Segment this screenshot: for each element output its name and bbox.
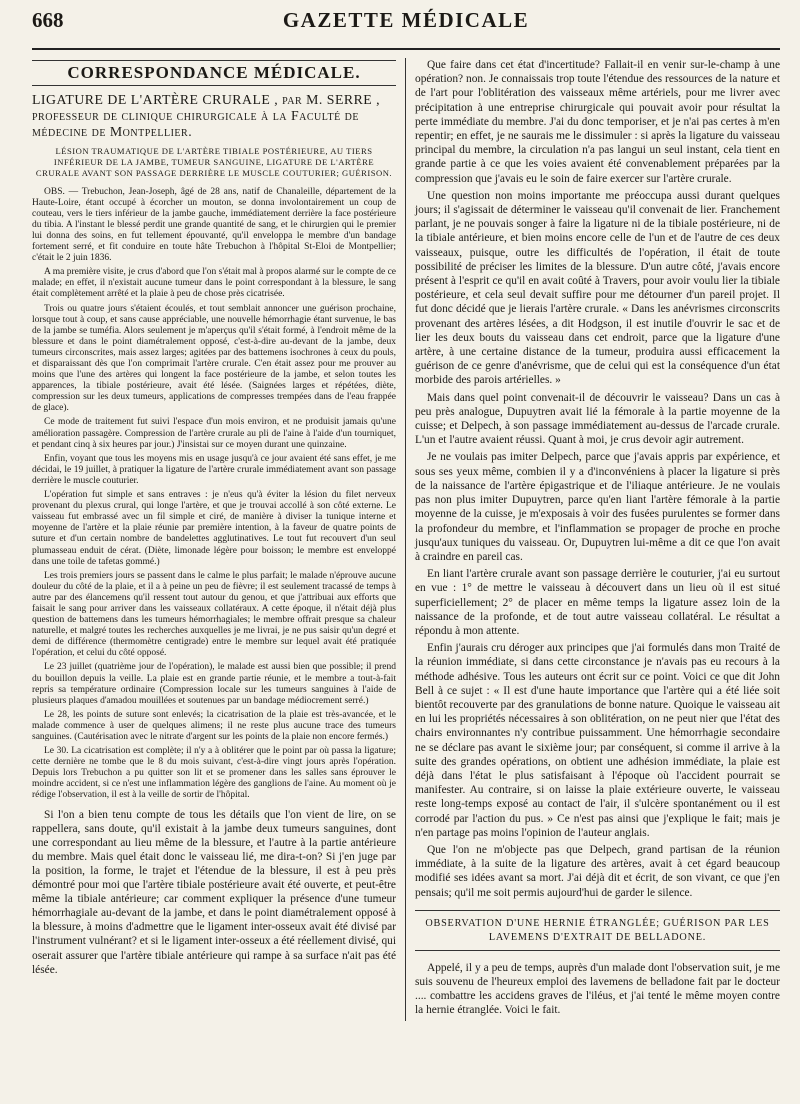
page-number: 668 — [32, 8, 64, 32]
section-title: CORRESPONDANCE MÉDICALE. — [32, 60, 396, 86]
paragraph: OBS. — Trebuchon, Jean-Joseph, âgé de 28 ans, natif de Chanaleille, département de la Haute-Loire, étant occupé à écorcher un mouton, se donna involontairement un coup de couteau, vers le tiers inférieur de la jambe gauche, immédiatement derrière la face postérieure du tibia. A l'instant le blessé perdit une grande quantité de sang, et le chirurgien qui le premier lui donna des soins, en fut tellement épouvanté, qu'il enveloppa le membre d'un bandage fortement serré, et fit conduire en toute hâte Trebuchon à l'hôpital St-Eloi de Montpellier; c'était le 2 juin 1836. — [32, 186, 396, 264]
article-title: LIGATURE DE L'ARTÈRE CRURALE , par M. SERRE , professeur de clinique chirurgicale à la Faculté de médecine de Montpellier. — [32, 91, 381, 139]
columns — [32, 58, 780, 1021]
paragraph: Si l'on a bien tenu compte de tous les détails que l'on vient de lire, on se rappellera, sans doute, qu'il existait à la jambe deux tumeurs sanguines, dont une correspondant au lieu même de la blessure, et l'autre à la partie antérieure du membre. Mais quel était donc le vaisseau lié, me dira-t-on? Si j'en juge par la position, la forme, le trajet et l'étendue de la blessure, il est à peu près démontré pour moi que l'artère tibiale postérieure avait été ouverte, et peut-être même la tibiale antérieure; car comment expliquer la présence d'une tumeur hémorrhagiale au-devant de la jambe, et dans le point diamétralement opposé à la blessure, à moins d'admettre que le ligament inter-osseux avait été divisé par l'instrument vulnérant? et si le ligament inter-osseux a été réellement divisé, qui oserait assurer que l'artère tibiale antérieure qui rampe à sa surface n'ait pas été lésée. — [32, 808, 396, 976]
paragraph: Enfin j'aurais cru déroger aux principes que j'ai formulés dans mon Traité de la réunion immédiate, si dans cette circonstance je n'avais pas eu recours à la méthode adhésive. Tous les auteurs ont écrit sur ce point. Voici ce que dit John Bell à ce sujet : « Il est d'une haute importance que l'artère qui a été liée soit bientôt recouverte par des granulations de bonne nature. Quoique le vaisseau ait en lui les propriétés nécessaires à son oblitération, on ne peut nier que l'état des chairs environnantes n'y contribue puissamment. Une hémorrhagie secondaire ne se déclare pas avant le sixième jour; par conséquent, si comme il arrive à la suite des grandes opérations, on obtient une adhésion immédiate, la plaie est déjà dans l'état le plus satisfaisant à l'époque où l'accident pourrait se manifester. Au contraire, si on laisse la plaie extérieure ouverte, le vaisseau reste long-temps exposé au contact de l'air, il s'ulcère spontanément ou il est corrodé par l'action du pus. » Ce n'est pas ainsi que j'explique le fait; mais je n'en partage pas moins l'opinion de l'auteur anglais. — [415, 642, 780, 839]
paragraph: Une question non moins importante me préoccupa aussi durant quelques jours; il s'agissait de déterminer le vaisseau qu'il convenait de lier. Franchement parlant, je ne pouvais songer à faire la ligature ni de la tibiale postérieure, ni de la tibiale antérieure, et bien moins encore celle de l'un et de l'autre de ces deux vaisseaux, puisque, outre les difficultés de l'opération, il était de toute possibilité de préciser les limites de la blessure. D'un autre côté, j'avais encore présent à l'esprit ce qu'il en avait coûté à Travers, pour avoir voulu lier la tibiale postérieure, et cela seul devait suffire pour me détourner d'un pareil projet. Il fut donc décidé que je lierais l'artère crurale. « Dans les anévrismes circonscrits provenant des artères lésées, a dit Hodgson, il est inutile d'ouvrir le sac et de lier les deux bouts du vaisseau dans cet endroit, parce que la ligature d'une artère, à une certaine distance de la tumeur, produira aussi efficacement la guérison de ce genre d'anévrisme, que de celui qui est la conséquence d'un état morbide des parois artérielles. » — [415, 189, 780, 387]
observation-title: OBSERVATION D'UNE HERNIE ÉTRANGLÉE; GUÉRISON PAR LES LAVEMENS D'EXTRAIT DE BELLADONE. — [415, 910, 780, 951]
article-subhead: LÉSION TRAUMATIQUE DE L'ARTÈRE TIBIALE POSTÉRIEURE, AU TIERS INFÉRIEUR DE LA JAMBE, TUMEUR SANGUINE, LIGATURE DE L'ARTÈRE CRURALE AVANT SON PASSAGE DERRIÈRE LE MUSCLE COUTURIER; GUÉRISON. — [35, 145, 393, 178]
paragraph: A ma première visite, je crus d'abord que l'on s'était mal à propos alarmé sur le compte de ce malade; en effet, il n'existait aucune tumeur dans le point correspondant à la blessure, le sang était complètement arrêté et la plaie à peu de chose près cicatrisée. — [32, 267, 396, 300]
paragraph: Que faire dans cet état d'incertitude? Fallait-il en venir sur-le-champ à une opération? non. Je connaissais trop toute l'étendue des ressources de la nature et de l'art pour l'oblitération des vaisseaux même artériels, pour me livrer avec précipitation à une entreprise chirurgicale qui pouvait avoir pour résultat la perte immédiate du membre. J'ai du donc temporiser, et je n'ai pas certes à m'en repentir; en effet, je ne saurais me le dissimuler : si après la ligature du vaisseau principal du membre, la circulation n'a pas langui un seul instant, cela tient en grande partie à ce que les voies avaient été convenablement préparées par la compression que j'avais eu le soin de faire exercer sur l'artère crurale. — [415, 59, 780, 185]
left-column — [32, 58, 406, 1021]
paragraph: Ce mode de traitement fut suivi l'espace d'un mois environ, et ne produisit jamais qu'une amélioration passagère. Compression de l'artère crurale au pli de l'aine à l'aide d'un tourniquet, et pendant cinq à six heures par jour.) J'insistai sur ce moyen durant une quinzaine. — [32, 417, 396, 450]
paragraph: Que l'on ne m'objecte pas que Delpech, grand partisan de la réunion immédiate, à la suite de la ligature des artères, avait à cet égard beaucoup modifié ses idées avant sa mort. J'ai déjà dit et écrit, de son vivant, ce que j'en pensais; qu'il me soit permis aujourd'hui de garder le silence. — [415, 843, 780, 899]
paragraph: En liant l'artère crurale avant son passage derrière le couturier, j'ai eu surtout en vue : 1° de mettre le vaisseau à découvert dans un lieu où il est situé superficiellement; 2° de placer en même temps la ligature assez loin de la naissance de la profonde, et de tout autre vaisseau collatéral. Le résultat a répondu à mon attente. — [415, 568, 780, 637]
paragraph: L'opération fut simple et sans entraves : je n'eus qu'à éviter la lésion du filet nerveux provenant du plexus crural, qui longe l'artère, et que je trouvai accollé à son côté externe. Le vaisseau fut embrassé avec un fil simple et ciré, de manière à diviser la tunique interne et moyenne de l'artère et la plaie réunie par première intention, à la faveur de quatre points de suture et d'un certain nombre de bandelettes agglutinatives. Le tout fut recouvert d'un seul plumasseau enduit de cérat. (Diète, limonade légère pour boisson; le membre est enveloppé dans une toile de tafetas gommé.) — [32, 490, 396, 567]
paragraph: Le 28, les points de suture sont enlevés; la cicatrisation de la plaie est très-avancée, et le malade commence à user de quelques alimens; il ne reste plus aucune trace des tumeurs sanguines. (Cautérisation avec le nitrate d'argent sur les points de la plaie non encore fermés.) — [32, 709, 396, 742]
paragraph: Je ne voulais pas imiter Delpech, parce que j'avais appris par expérience, et sous ses yeux même, combien il y a d'inconvéniens à placer la ligature si près de la naissance de l'artère épigastrique et de l'iliaque antérieure. Je ne voulais pas non plus imiter Dupuytren, parce qu'en liant l'artère fémorale à la partie moyenne de la cuisse, je m'exposais à voir des fusées purulentes se former dans la profondeur du membre, et l'inflammation se propager de proche en proche jusqu'aux tuniques du vaisseau. Or, Dupuytren lui-même a dit ce que l'on avait à craindre en pareil cas. — [415, 451, 780, 563]
masthead — [32, 0, 780, 50]
observation-body — [32, 187, 396, 802]
paragraph: Enfin, voyant que tous les moyens mis en usage jusqu'à ce jour avaient été sans effet, je me décidai, le 19 juillet, à pratiquer la ligature de l'artère crurale immédiatement avant son passage derrière le muscle couturier. — [32, 453, 396, 486]
paragraph: Trois ou quatre jours s'étaient écoulés, et tout semblait annoncer une guérison prochaine, lorsque tout à coup, et sans cause appréciable, une nouvelle hémorrhagie étant survenue, le bas de la jambe se tuméfia. Alors seulement je m'aperçus qu'il s'était formé, à l'endroit même de la blessure et dans le point diamétralement opposé, c'est-à-dire au-devant de la jambe, deux tumeurs circonscrites, mais assez larges; agitées par des battemens isochrones à ceux du pouls, et disparaissant dès que l'on comprimait l'artère crurale. C'en était assez pour me prouver au moins que l'une des artères qui longent la face postérieure de la jambe, et selon toutes les apparences, la tibiale postérieure, avait été lésée. (Saignées larges et répétées, diète, compression sur les deux tumeurs, applications de compresses trempées dans de l'eau frappée de glace). — [32, 303, 396, 414]
journal-title: GAZETTE MÉDICALE — [282, 8, 530, 32]
right-column — [406, 58, 780, 1021]
paragraph: Le 30. La cicatrisation est complète; il n'y a à oblitérer que le point par où passa la ligature; cette dernière ne tombe que le 8 du mois suivant, c'est-à-dire vingt jours après l'opération. Depuis lors Trebuchon a pu quitter son lit et se promener dans les salles sans éprouver le moindre accident, si ce n'est une inflammation légère des ganglions de l'aine. Au moment où je rédige l'observation, il est à la veille de sortir de l'hôpital. — [32, 746, 396, 801]
paragraph: Mais dans quel point convenait-il de découvrir le vaisseau? Dans un cas à peu près analogue, Dupuytren avait lié la fémorale à la partie moyenne de la cuisse; et Delpech, à son passage immédiatement au-dessus de l'arcade crurale. L'un et l'autre avaient réussi. Quant à moi, je crus devoir agir autrement. — [415, 391, 780, 447]
commentary-body — [32, 808, 396, 977]
paragraph: Le 23 juillet (quatrième jour de l'opération), le malade est aussi bien que possible; il prend du bouillon depuis la veille. La plaie est en grande partie réunie, et le membre a tout-à-fait repris sa température ordinaire (Compression locale sur les tumeurs sanguines à l'aide de plusieurs plaques d'amadou mouillées et soutenues par un bandage médiocrement serré.) — [32, 662, 396, 706]
paragraph: Appelé, il y a peu de temps, auprès d'un malade dont l'observation suit, je me suis souvenu de l'heureux emploi des lavemens de belladone fait par le docteur .... combattre les accidens graves de l'iléus, et j'ai tenté le même moyen contre la hernie étranglée. Voici le fait. — [415, 961, 780, 1017]
paragraph: Les trois premiers jours se passent dans le calme le plus parfait; le malade n'éprouve aucune douleur du côté de la plaie, et il a à peine un peu de fièvre; il est seulement tracassé de temps à autre par des élancemens qu'il ressent tout autour du genou, et que j'attribuai aux efforts que faisait le sang pour arriver dans les vaisseaux collatéraux. A cette époque, il n'était déjà plus question de battemens dans les tumeurs hémorrhagiales; le membre offrait presque sa chaleur naturelle, et malgré toutes les recherches auxquelles je me livrai, je ne pus saisir qu'un degré et demi de différence (thermomètre centigrade) entre le membre sur lequel avait été pratiquée l'opération, et celui du côté opposé. — [32, 570, 396, 659]
